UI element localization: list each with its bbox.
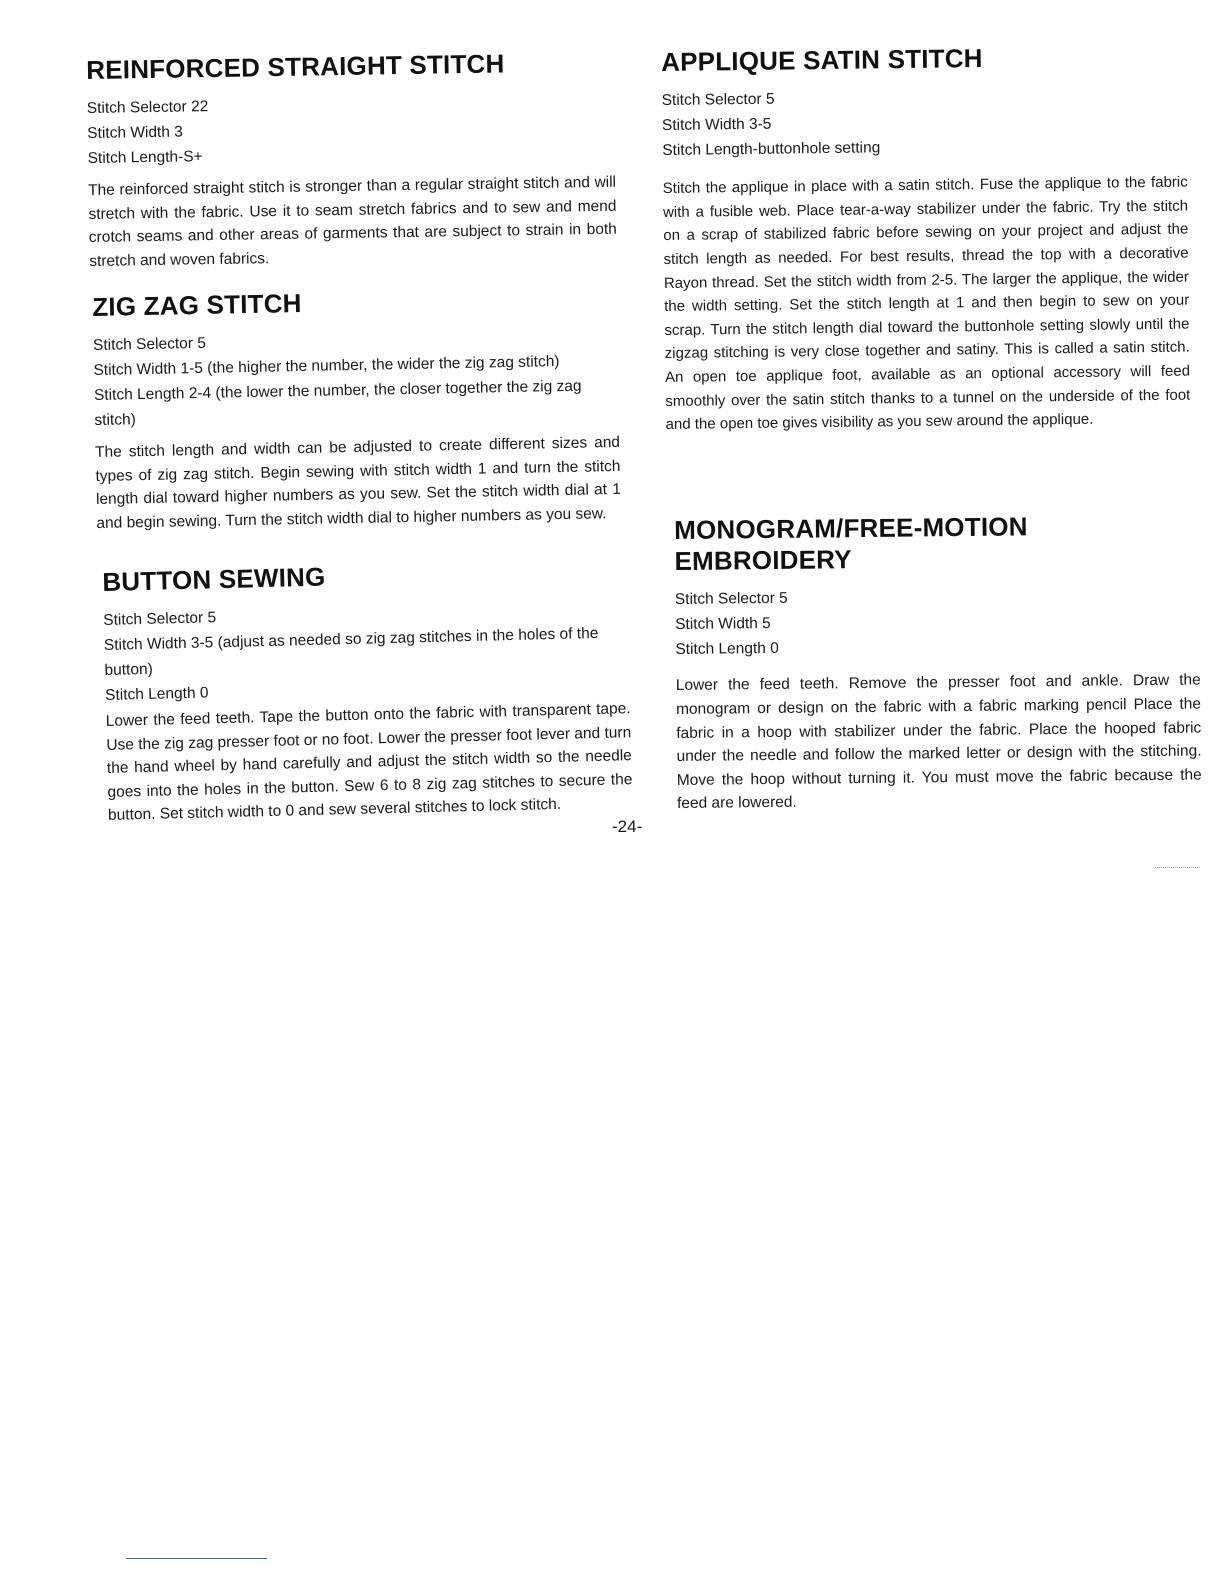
spec-stitch-selector: Stitch Selector 22 xyxy=(86,98,209,118)
body-reinforced-straight-stitch: The reinforced straight stitch is stronger than a regular straight stitch and will stretch with the fabric. Use it to seam stretch fabrics and to sew and mend crotch seams and other areas of garments that are subject to strain in both stretch and woven fabrics. xyxy=(87,173,617,270)
page-number: -24- xyxy=(612,817,643,836)
body-zig-zag-stitch: The stitch length and width can be adjusted to create different sizes and types of zig zag stitch. Begin sewing with stitch width 1 and turn the stitch length dial toward higher numbers as you sew. Set the stitch width dial at 1 and begin sewing. Turn the stitch width dial to higher numbers as you sew. xyxy=(94,434,622,532)
scan-speck-line xyxy=(1155,867,1200,869)
section-zig-zag-stitch xyxy=(92,282,622,535)
spec-stitch-length: Stitch Length-buttonhole setting xyxy=(662,139,881,160)
heading-button-sewing: BUTTON SEWING xyxy=(102,561,326,597)
spec-stitch-width: Stitch Width 3 xyxy=(87,123,183,143)
body-applique-satin-stitch: Stitch the applique in place with a satin stitch. Fuse the applique to the fabric with a fusible web. Place tear-a-way stabilizer under the fabric. Try the stitch on a scrap of stabilized fabric before sewing on your project and adjust the stitch length as needed. For best results, thread the top with a decorative Rayon thread. Set the stitch width from 2-5. The larger the applique, the wider the width setting. Set the stitch length at 1 and then begin to sew on your scrap. Turn the stitch length dial toward the buttonhole setting slowly until the zigzag stitching is very close together and satiny. This is called a satin stitch. An open toe applique foot, available as an optional accessory will feed smoothly over the satin stitch thanks to a tunnel on the underside of the foot and the open toe gives visibility as you sew around the applique. xyxy=(662,173,1191,434)
heading-monogram-free-motion-embroidery: MONOGRAM/FREE-MOTION EMBROIDERY xyxy=(674,511,1028,577)
spec-stitch-selector: Stitch Selector 5 xyxy=(674,590,788,609)
section-applique-satin-stitch xyxy=(661,41,1191,437)
spec-stitch-width: Stitch Width 3-5 xyxy=(661,115,772,135)
spec-stitch-length: Stitch Length 0 xyxy=(675,640,779,659)
spec-stitch-width: Stitch Width 5 xyxy=(675,615,771,634)
body-monogram-free-motion-embroidery: Lower the feed teeth. Remove the presser foot and ankle. Draw the monogram or design on the fabric with a fabric marking pencil Place the fabric in a hoop with stabilizer under the fabric. Place the hooped fabric under the needle and follow the marked letter or design with the stitching. Move the hoop without turning it. You must move the fabric because the feed are lowered. xyxy=(675,671,1202,813)
scan-edge-line xyxy=(126,1558,267,1559)
section-button-sewing xyxy=(102,554,633,827)
spec-stitch-width: Stitch Width 1-5 (the higher the number, the wider the zig zag stitch) xyxy=(93,353,560,380)
spec-stitch-length: Stitch Length 2-4 (the lower the number, the closer together the zig zag stitch) xyxy=(93,377,582,430)
spec-stitch-selector: Stitch Selector 5 xyxy=(92,335,207,355)
spec-stitch-selector: Stitch Selector 5 xyxy=(661,90,775,110)
section-reinforced-straight-stitch xyxy=(86,47,617,273)
heading-zig-zag-stitch: ZIG ZAG STITCH xyxy=(92,287,302,322)
heading-applique-satin-stitch: APPLIQUE SATIN STITCH xyxy=(661,43,983,77)
spec-stitch-length: Stitch Length 0 xyxy=(104,684,209,705)
section-monogram-free-motion-embroidery xyxy=(674,510,1202,816)
spec-stitch-length: Stitch Length-S+ xyxy=(87,148,203,168)
spec-stitch-selector: Stitch Selector 5 xyxy=(103,609,217,630)
body-button-sewing: Lower the feed teeth. Tape the button onto the fabric with transparent tape. Use the zig zag presser foot or no foot. Lower the presser foot lever and turn the hand wheel by hand carefully and adjust the stitch width so the needle goes into the holes in the button. Sew 6 to 8 zig zag stitches to secure the button. Set stitch width to 0 and sew several stitches to lock stitch. xyxy=(105,700,633,825)
spec-stitch-width: Stitch Width 3-5 (adjust as needed so zig zag stitches in the holes of the button) xyxy=(103,625,599,680)
heading-reinforced-straight-stitch: REINFORCED STRAIGHT STITCH xyxy=(86,48,505,85)
